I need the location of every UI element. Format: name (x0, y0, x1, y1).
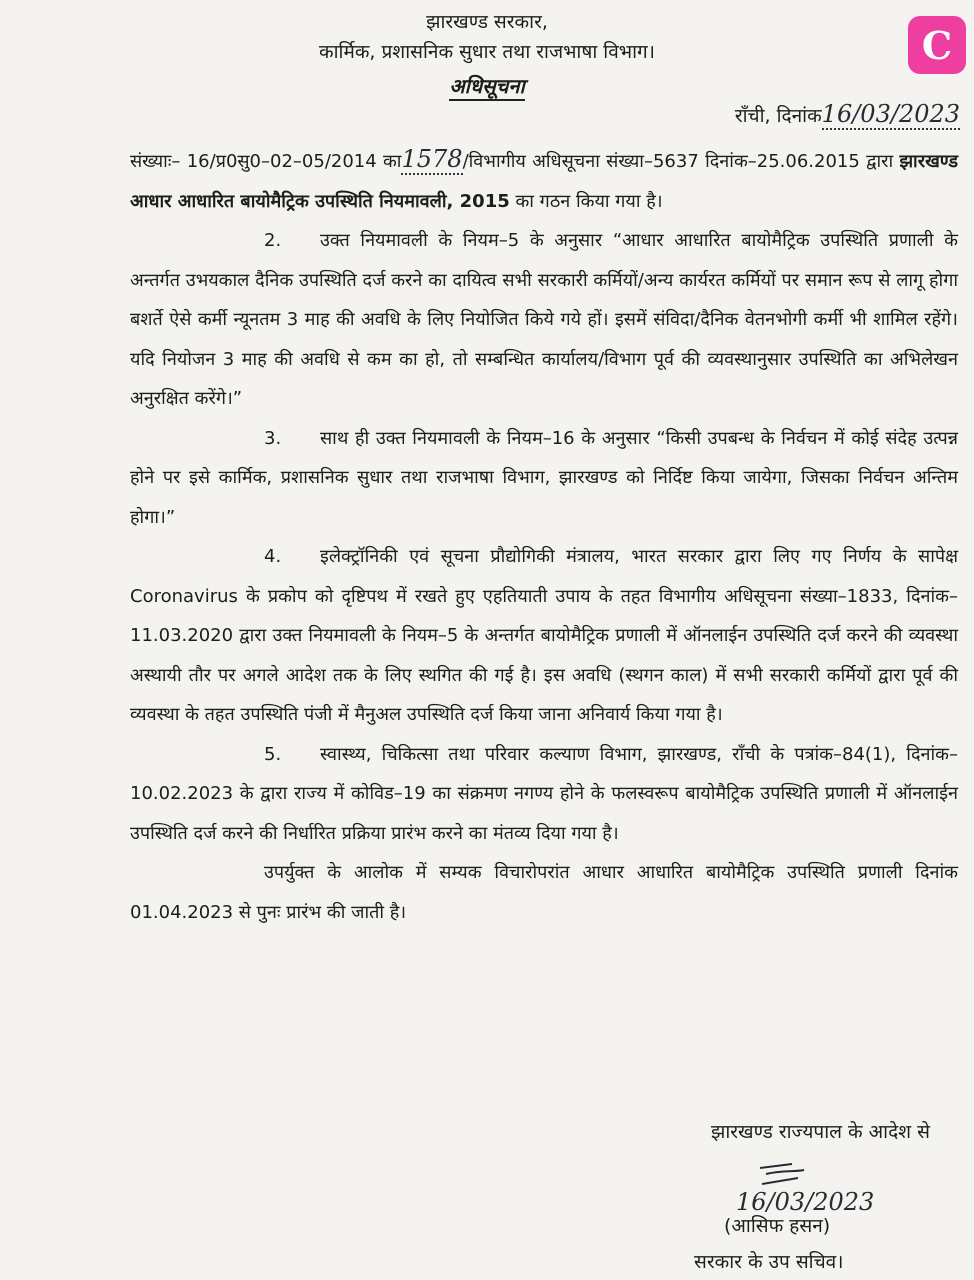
document-body (130, 140, 958, 932)
signatory-name: (आसिफ हसन) (724, 1215, 831, 1237)
p1-rules-name: झारखण्ड आधार आधारित बायोमैट्रिक उपस्थिति नियमावली, 2015 (130, 151, 958, 212)
paragraph-number: 5. (264, 743, 282, 765)
document-title-text: अधिसूचना (449, 74, 524, 101)
signature-date: 16/03/2023 (736, 1188, 875, 1216)
department-name: कार्मिक, प्रशासनिक सुधार तथा राजभाषा विभाग। (319, 41, 655, 63)
p1-text-a: संख्याः– 16/प्र0सु0–02–05/2014 का (130, 151, 402, 172)
paragraph-text: उपर्युक्त के आलोक में सम्यक विचारोपरांत आधार आधारित बायोमैट्रिक उपस्थिति प्रणाली दिनांक 01.04.2023 से पुनः प्रारंभ की जाती है। (130, 862, 958, 923)
paragraph-5 (130, 735, 958, 854)
paragraph-number: 2. (264, 230, 282, 251)
p1-text-b: /विभागीय अधिसूचना संख्या–5637 दिनांक–25.06.2015 द्वारा (462, 151, 900, 172)
p1-text-c: का गठन किया गया है। (509, 190, 663, 212)
paragraph-text: इलेक्ट्रॉनिकी एवं सूचना प्रौद्योगिकी मंत्रालय, भारत सरकार द्वारा लिए गए निर्णय के सापेक्ष Coronavirus के प्रकोप को दृष्टिपथ में रखते हुए एहतियाती उपाय के तहत विभागीय अधिसूचना संख्या–1833, दिनांक–11.03.2020 द्वारा उक्त नियमावली के नियम–5 के अन्तर्गत बायोमैट्रिक प्रणाली में ऑनलाईन उपस्थिति दर्ज करने की व्यवस्था अस्थायी तौर पर अगले आदेश तक के लिए स्थगित की गई है। इस अवधि (स्थगन काल) में सभी सरकारी कर्मियों द्वारा पूर्व की व्यवस्था के तहत उपस्थिति पंजी में मैनुअल उपस्थिति दर्ज किया जाना अनिवार्य किया गया है। (130, 546, 958, 725)
signature-scribble-icon (752, 1160, 812, 1190)
handwritten-date: 16/03/2023 (821, 100, 960, 128)
document-title (0, 72, 974, 99)
paragraph-6 (130, 853, 958, 932)
paragraph-number: 4. (264, 546, 282, 567)
paragraph-2 (130, 221, 958, 419)
paragraph-number: 3. (264, 427, 282, 449)
govt-name: झारखण्ड सरकार, (426, 11, 548, 33)
paragraph-4 (130, 537, 958, 735)
place-date-label: राँची, दिनांक (734, 105, 822, 127)
paragraph-1 (130, 140, 958, 221)
paragraph-text: साथ ही उक्त नियमावली के नियम–16 के अनुसार “किसी उपबन्ध के निर्वचन में कोई संदेह उत्पन्न होने पर इसे कार्मिक, प्रशासनिक सुधार तथा राजभाषा विभाग, झारखण्ड को निर्दिष्ट किया जायेगा, जिसका निर्वचन अन्तिम होगा।” (130, 427, 958, 528)
handwritten-number: 1578 (401, 145, 463, 173)
app-logo-c-icon: C (908, 16, 966, 74)
order-line: झारखण्ड राज्यपाल के आदेश से (711, 1121, 930, 1143)
place-date-line (735, 100, 960, 128)
signatory-designation: सरकार के उप सचिव। (694, 1251, 844, 1273)
paragraph-text: उक्त नियमावली के नियम–5 के अनुसार “आधार आधारित बायोमैट्रिक उपस्थिति प्रणाली के अन्तर्गत उभयकाल दैनिक उपस्थिति दर्ज करने का दायित्व सभी सरकारी कर्मियों/अन्य कार्यरत कर्मियों पर समान रूप से लागू होगा बशर्ते ऐसे कर्मी न्यूनतम 3 माह की अवधि के लिए नियोजित किये गये हों। इसमें संविदा/दैनिक वेतनभोगी कर्मी भी शामिल रहेंगे। यदि नियोजन 3 माह की अवधि से कम का हो, तो सम्बन्धित कार्यालय/विभाग पूर्व की व्यवस्थानुसार उपस्थिति का अभिलेखन अनुरक्षित करेंगे।” (130, 230, 958, 409)
paragraph-3 (130, 419, 958, 538)
paragraph-text: स्वास्थ्य, चिकित्सा तथा परिवार कल्याण विभाग, झारखण्ड, राँची के पत्रांक–84(1), दिनांक–10.02.2023 के द्वारा राज्य में कोविड–19 का संक्रमण नगण्य होने के फलस्वरूप बायोमैट्रिक उपस्थिति प्रणाली में ऑनलाईन उपस्थिति दर्ज करने की निर्धारित प्रक्रिया प्रारंभ करने का मंतव्य दिया गया है। (130, 743, 958, 844)
